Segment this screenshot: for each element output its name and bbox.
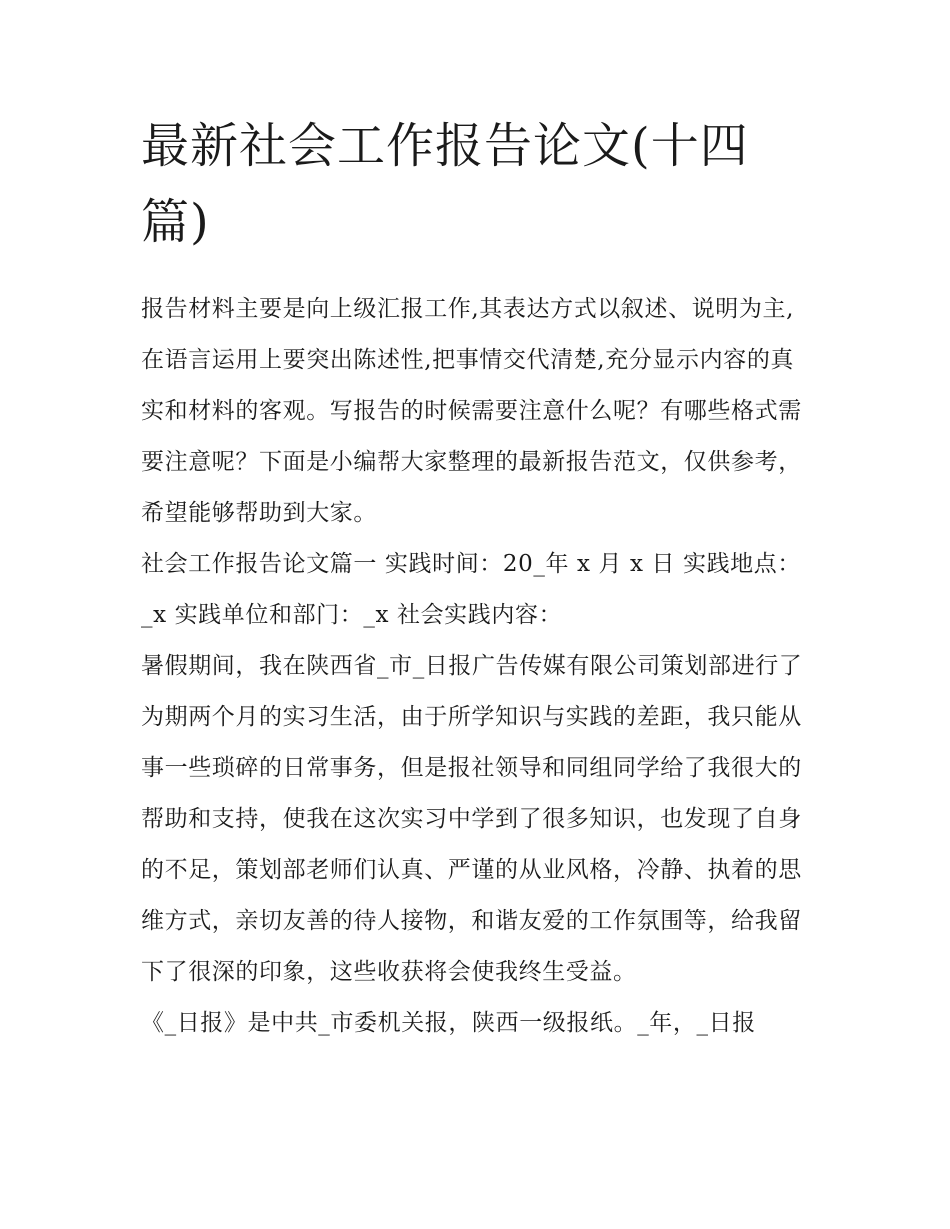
- paragraph-internship: 暑假期间，我在陕西省_市_日报广告传媒有限公司策划部进行了为期两个月的实习生活，由于所学知识与实践的差距，我只能从事一些琐碎的日常事务，但是报社领导和同组同学给了我很大的帮助和支持，使我在这次实习中学到了很多知识，也发现了自身的不足，策划部老师们认真、严谨的从业风格，冷静、执着的思维方式，亲切友善的待人接物，和谐友爱的工作氛围等，给我留下了很深的印象，这些收获将会使我终生受益。: [141, 653, 803, 985]
- paragraph-intro: 报告材料主要是向上级汇报工作,其表达方式以叙述、说明为主,在语言运用上要突出陈述性,把事情交代清楚,充分显示内容的真实和材料的客观。写报告的时候需要注意什么呢？有哪些格式需要注意呢？下面是小编帮大家整理的最新报告范文，仅供参考，希望能够帮助到大家。: [141, 296, 802, 526]
- document-title: 最新社会工作报告论文(十四篇): [141, 118, 749, 250]
- document-body: [141, 108, 813, 1049]
- paragraph-newspaper: 《_日报》是中共_市委机关报，陕西一级报纸。_年，_日报: [141, 1010, 756, 1036]
- paragraph-practice-info: 社会工作报告论文篇一 实践时间：20_年 x 月 x 日 实践地点：_x 实践单位和部门：_x 社会实践内容：: [141, 551, 801, 628]
